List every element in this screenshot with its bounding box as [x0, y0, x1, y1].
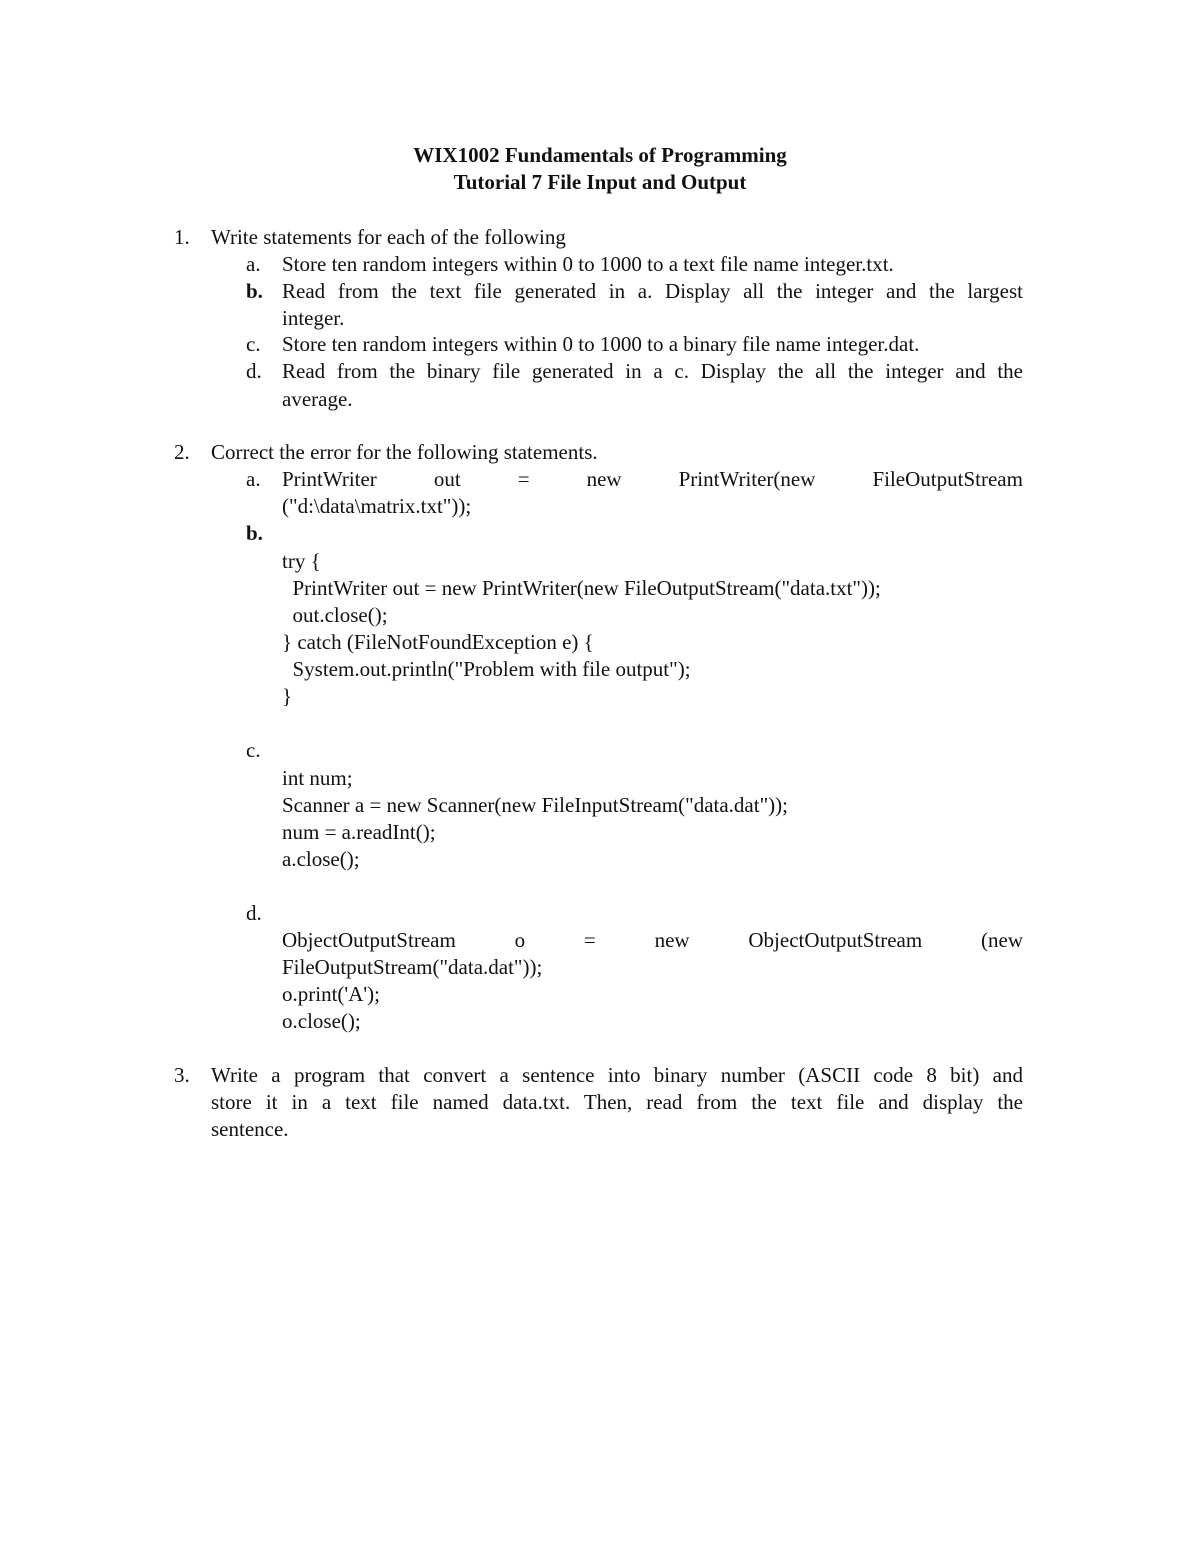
- q2d-token: ObjectOutputStream: [748, 928, 923, 952]
- q2a-line2: ("d:\data\matrix.txt"));: [282, 494, 472, 518]
- q2b-code-line: try {: [282, 549, 321, 573]
- q2a-token: out: [433, 467, 461, 491]
- q2b-code-line: System.out.println("Problem with file output");: [282, 657, 691, 681]
- q1a-letter: a.: [246, 252, 261, 276]
- q2a-token: PrintWriter: [282, 467, 377, 491]
- q1d-line1-text: Read from the binary file generated in a c. Display the all the integer and the: [282, 359, 1023, 383]
- q3-line2-text: store it in a text file named data.txt. Then, read from the text file and display the: [211, 1090, 1023, 1114]
- q2d-code-line: FileOutputStream("data.dat"));: [282, 955, 543, 979]
- q1-number: 1.: [174, 225, 190, 249]
- q2d-token: ObjectOutputStream: [282, 928, 456, 952]
- q2b-code-line: PrintWriter out = new PrintWriter(new FileOutputStream("data.txt"));: [282, 576, 881, 600]
- q2b-code-line: }: [282, 684, 293, 708]
- q1a-text: Store ten random integers within 0 to 1000 to a text file name integer.txt.: [282, 252, 894, 276]
- q1b-line2: integer.: [282, 306, 345, 330]
- q2d-token: o: [514, 928, 526, 952]
- q2c-code-line: num = a.readInt();: [282, 820, 436, 844]
- q2c-code-line: a.close();: [282, 847, 360, 871]
- q1c-letter: c.: [246, 332, 261, 356]
- q2a-line1: [282, 466, 1023, 493]
- q3-number: 3.: [174, 1063, 190, 1087]
- tutorial-title: Tutorial 7 File Input and Output: [453, 170, 747, 194]
- q1b-line1: [282, 278, 1023, 305]
- q2d-code-line: o.close();: [282, 1009, 361, 1033]
- q2a-token: =: [517, 467, 530, 491]
- q2c-code-line: Scanner a = new Scanner(new FileInputStream("data.dat"));: [282, 793, 788, 817]
- q1d-letter: d.: [246, 359, 262, 383]
- q2d-line1: [282, 927, 1023, 954]
- q2a-token: new: [586, 467, 622, 491]
- q1-text: Write statements for each of the following: [211, 225, 566, 249]
- q2-number: 2.: [174, 440, 190, 464]
- q3-line2: [211, 1089, 1023, 1116]
- q2d-token: =: [583, 928, 596, 952]
- q1c-text: Store ten random integers within 0 to 1000 to a binary file name integer.dat.: [282, 332, 920, 356]
- q2c-code-line: int num;: [282, 766, 353, 790]
- course-title: WIX1002 Fundamentals of Programming: [413, 143, 787, 167]
- q2a-token: PrintWriter(new: [678, 467, 816, 491]
- q2a-letter: a.: [246, 467, 261, 491]
- q3-line1-text: Write a program that convert a sentence into binary number (ASCII code 8 bit) and: [211, 1063, 1023, 1087]
- q3-line1: [211, 1062, 1023, 1089]
- q2d-token: new: [654, 928, 690, 952]
- q2b-code-line: out.close();: [282, 603, 388, 627]
- q1b-letter: b.: [246, 279, 263, 303]
- q1b-line1-text: Read from the text file generated in a. Display all the integer and the largest: [282, 279, 1023, 303]
- q2b-code-line: } catch (FileNotFoundException e) {: [282, 630, 594, 654]
- q2a-token: FileOutputStream: [872, 467, 1023, 491]
- q2c-letter: c.: [246, 738, 261, 762]
- q2b-letter: b.: [246, 521, 263, 545]
- q2d-letter: d.: [246, 901, 262, 925]
- q1d-line1: [282, 358, 1023, 385]
- q3-line3: sentence.: [211, 1117, 289, 1141]
- q2d-token: (new: [981, 928, 1023, 952]
- q2d-code-line: o.print('A');: [282, 982, 380, 1006]
- q1d-line2: average.: [282, 387, 353, 411]
- q2-text: Correct the error for the following statements.: [211, 440, 598, 464]
